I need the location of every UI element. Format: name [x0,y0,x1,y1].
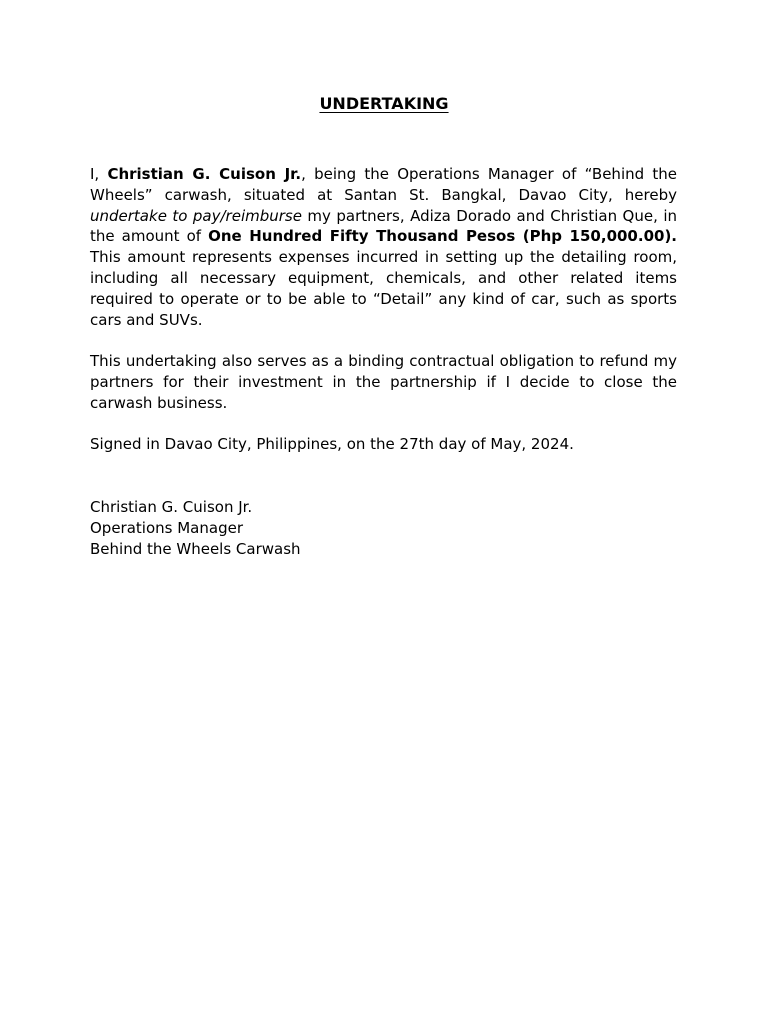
paragraph-text: , being the Operations Manager of “Behind the Wheels” carwash, situated at Santan St. Bangkal, Davao City, hereby [90,165,678,204]
document-title: UNDERTAKING [319,94,449,113]
undertaker-name: Christian G. Cuison Jr. [107,165,302,183]
signatory-name: Christian G. Cuison Jr. [90,498,253,516]
signed-location-paragraph: Signed in Davao City, Philippines, on the 27th day of May, 2024. [90,435,574,453]
undertaking-paragraph [90,164,677,330]
signatory-position: Operations Manager [90,518,243,537]
undertaking-phrase: undertake to pay/reimburse [90,206,302,225]
amount-text: One Hundred Fifty Thousand Pesos (Php 150,000.00). [208,227,677,246]
obligation-paragraph: This undertaking also serves as a binding contractual obligation to refund my partners for their investment in the partnership if I decide to close the carwash business. [90,352,677,412]
signatory-company: Behind the Wheels Carwash [90,539,301,558]
paragraph-text: I, [90,165,108,183]
paragraph-text: This amount represents expenses incurred in setting up the detailing room, including all necessary equipment, chemicals, and other related items required to operate or to be able to “Detail” any kind of car, such as sports cars and SUVs. [90,248,677,329]
paragraph-text: my partners, Adiza Dorado and Christian Que, in the amount of [90,206,678,246]
signature-block [90,497,301,559]
